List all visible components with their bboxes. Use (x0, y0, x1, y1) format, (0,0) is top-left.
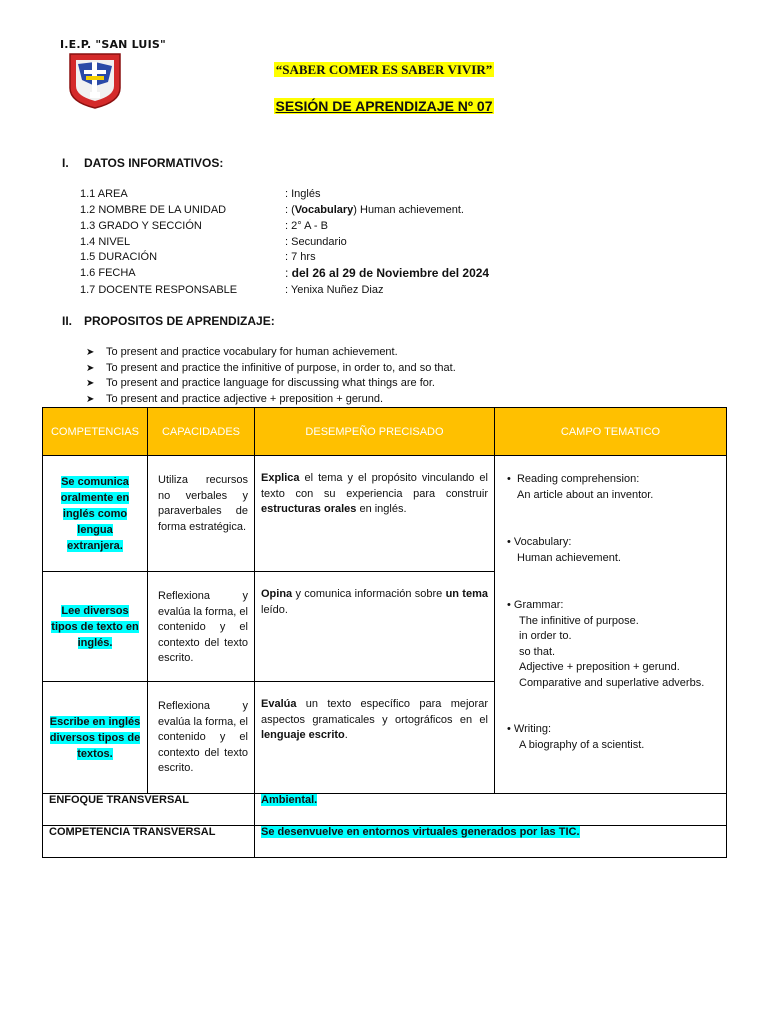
table-row (43, 456, 727, 572)
table-header-row (43, 408, 727, 456)
session-title: SESIÓN DE APRENDIZAJE Nº 07 (275, 98, 493, 114)
info-value-docente: : Yenixa Nuñez Diaz (285, 284, 384, 296)
header-campo-tematico: CAMPO TEMATICO (495, 408, 727, 456)
info-label-area: 1.1 AREA (80, 188, 128, 200)
competencia-cell: Lee diversos tipos de texto en inglés. (43, 572, 148, 682)
info-label-grado: 1.3 GRADO Y SECCIÓN (80, 220, 202, 232)
campo-vocabulary: • Vocabulary: (507, 536, 572, 548)
info-value-duracion: : 7 hrs (285, 251, 316, 263)
table-row-competencia-transversal (43, 826, 727, 858)
info-label-fecha: 1.6 FECHA (80, 267, 136, 279)
competencias-table (42, 407, 727, 858)
list-item: ➤ To present and practice vocabulary for human achievement. (86, 346, 398, 358)
campo-grammar-line: Adjective + preposition + gerund. (519, 661, 680, 673)
capacidad-cell: Reflexiona y evalúa la forma, el contenido y el contexto del texto escrito. (148, 682, 255, 794)
campo-writing: • Writing: (507, 723, 552, 735)
info-value-unidad: : (Vocabulary) Human achievement. (285, 204, 464, 216)
capacidad-cell: Reflexiona y evalúa la forma, el contenido y el contexto del texto escrito. (148, 572, 255, 682)
campo-tematico-cell (495, 456, 727, 794)
competencia-cell: Se comunica oralmente en inglés como lengua extranjera. (43, 456, 148, 572)
campo-vocabulary-detail: Human achievement. (517, 551, 621, 564)
info-value-nivel: : Secundario (285, 236, 347, 248)
table-row-enfoque (43, 794, 727, 826)
campo-reading: • Reading comprehension: (507, 473, 640, 485)
competencia-cell: Escribe en inglés diversos tipos de textos. (43, 682, 148, 794)
info-value-area: : Inglés (285, 188, 321, 200)
info-label-docente: 1.7 DOCENTE RESPONSABLE (80, 284, 238, 296)
info-label-unidad: 1.2 NOMBRE DE LA UNIDAD (80, 204, 227, 216)
school-name: I.E.P. "SAN LUIS" (60, 38, 166, 51)
info-label-nivel: 1.4 NIVEL (80, 236, 131, 248)
campo-grammar-line: so that. (519, 645, 556, 658)
enfoque-transversal-value: Ambiental. (255, 794, 727, 826)
competencia-transversal-label: COMPETENCIA TRANSVERSAL (43, 826, 255, 858)
campo-reading-detail: An article about an inventor. (517, 488, 654, 501)
campo-writing-detail: A biography of a scientist. (519, 738, 645, 751)
desempeno-cell: Evalúa un texto específico para mejorar aspectos gramaticales y ortográficos en el lenguaje escrito. (255, 682, 495, 794)
school-motto: “SABER COMER ES SABER VIVIR” (275, 62, 493, 77)
header-capacidades: CAPACIDADES (148, 408, 255, 456)
capacidad-cell: Utiliza recursos no verbales y paraverbales de forma estratégica. (148, 456, 255, 572)
enfoque-transversal-label: ENFOQUE TRANSVERSAL (43, 794, 255, 826)
info-label-duracion: 1.5 DURACIÓN (80, 251, 158, 263)
desempeno-cell: Explica el tema y el propósito vinculando el texto con su experiencia para construir estructuras orales en inglés. (255, 456, 495, 572)
info-value-fecha: : del 26 al 29 de Noviembre del 2024 (285, 266, 490, 280)
campo-grammar: • Grammar: (507, 599, 564, 611)
campo-grammar-line: The infinitive of purpose. (519, 614, 639, 627)
list-item: ➤ To present and practice language for discussing what things are for. (86, 377, 435, 389)
arrow-bullet-icon: ➤ (86, 378, 95, 389)
arrow-bullet-icon: ➤ (86, 347, 95, 358)
section-propositos-heading: II. PROPOSITOS DE APRENDIZAJE: (62, 314, 275, 328)
section-datos-informativos-heading: I. DATOS INFORMATIVOS: (62, 156, 224, 170)
arrow-bullet-icon: ➤ (86, 394, 95, 405)
competencia-transversal-value: Se desenvuelve en entornos virtuales generados por las TIC. (255, 826, 727, 858)
header-competencias: COMPETENCIAS (43, 408, 148, 456)
list-item: ➤ To present and practice the infinitive of purpose, in order to, and so that. (86, 362, 456, 374)
campo-grammar-line: Comparative and superlative adverbs. (519, 676, 705, 689)
desempeno-cell: Opina y comunica información sobre un tema leído. (255, 572, 495, 682)
list-item: ➤ To present and practice adjective + preposition + gerund. (86, 393, 384, 405)
arrow-bullet-icon: ➤ (86, 363, 95, 374)
header-desempeno: DESEMPEÑO PRECISADO (255, 408, 495, 456)
campo-grammar-line: in order to. (519, 630, 572, 642)
info-value-grado: : 2° A - B (285, 220, 328, 232)
